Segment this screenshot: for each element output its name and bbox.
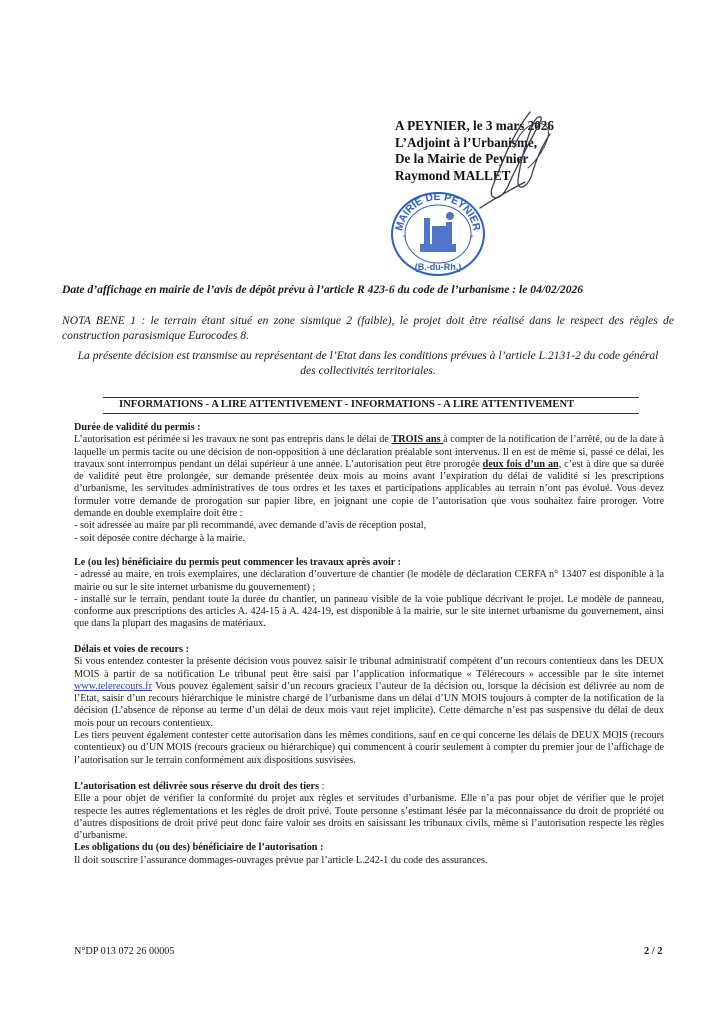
svg-text:*: * xyxy=(403,234,407,242)
section-heading: Durée de validité du permis : xyxy=(74,422,201,433)
place-date: A PEYNIER, le 3 mars 2026 xyxy=(395,118,554,133)
list-item: - soit adressée au maire par pli recommandé, avec demande d’avis de réception postal, xyxy=(74,520,427,532)
date-affichage-notice: Date d’affichage en mairie de l’avis de dépôt prévu à l’article R 423-6 du code de l’urbanisme : le 04/02/2026 xyxy=(62,283,584,296)
section-commencer-travaux xyxy=(74,557,664,631)
svg-text:MAIRIE DE PEYNIER: MAIRIE DE PEYNIER xyxy=(393,190,483,232)
signatory-institution: De la Mairie de Peynier xyxy=(395,151,529,166)
transmission-line-1: La présente décision est transmise au représentant de l’Etat dans les conditions prévues à l’article L.2131-2 du code général xyxy=(77,349,659,362)
section-paragraph xyxy=(74,434,664,520)
section-heading-row xyxy=(74,781,664,793)
information-banner: INFORMATIONS - A LIRE ATTENTIVEMENT - INFORMATIONS - A LIRE ATTENTIVEMENT xyxy=(103,397,639,414)
transmission-notice xyxy=(62,349,674,378)
section-paragraph xyxy=(74,656,664,730)
telerecours-link[interactable]: www.telerecours.fr xyxy=(74,680,152,692)
mairie-stamp-icon xyxy=(388,188,488,276)
text-run: à compter de la notification de l’arrêté, ou de la date à laquelle un permis tacite ou une décision de non-opposition à une déclaration préalable sont intervenus. Il en est de même si, passé ce délai, les travaux sont interrompus pendant un délai supérieur à une année. L’autorisation peut être prorogée xyxy=(74,434,664,470)
section-heading: Délais et voies de recours : xyxy=(74,644,189,655)
transmission-line-2: des collectivités territoriales. xyxy=(300,363,436,377)
dossier-reference: N°DP 013 072 26 00005 xyxy=(74,946,175,957)
section-heading: Le (ou les) bénéficiaire du permis peut commencer les travaux après avoir : xyxy=(74,557,402,568)
section-heading: Les obligations du (ou des) bénéficiaire de l’autorisation : xyxy=(74,842,324,854)
section-paragraph: Les tiers peuvent également contester cette autorisation dans les mêmes conditions, sauf en ce qui concerne les délais de DEUX MOIS (recours contentieux) ou d’UN MOIS (recours gracieux ou hiérarchique) qui commencent à courir seulement à compter du premier jour de l’affichage de l’autorisation sur le terrain conformément aux dispositions susvisées. xyxy=(74,730,664,766)
signatory-name: Raymond MALLET xyxy=(395,167,511,183)
section-paragraph: Il doit souscrire l’assurance dommages-ouvrages prévue par l’article L.242-1 du code des assurances. xyxy=(74,854,488,866)
section-validite xyxy=(74,422,664,545)
emphasis-deux-fois: deux fois d’un an xyxy=(482,458,559,470)
section-droit-des-tiers xyxy=(74,781,664,867)
svg-text:*: * xyxy=(470,234,474,242)
emphasis-trois-ans: TROIS ans xyxy=(391,434,444,446)
text-run: Vous pouvez également saisir d’un recours gracieux l’auteur de la décision ou, lorsque la décision est délivrée au nom de l’Etat, saisir d’un recours hiérarchique le ministre chargé de l’urbanisme dans un délai d’UN MOIS toujours à compter de la notification de la décision (L’absence de réponse au terme d’un délai de deux mois vaut rejet implicite). Cette démarche n’est pas suspensive du délai de deux mois pour un recours contentieux. xyxy=(74,680,664,729)
page-number: 2 / 2 xyxy=(644,946,663,957)
text-run: L’autorisation est périmée si les travaux ne sont pas entrepris dans le délai de xyxy=(74,434,392,446)
text-run: Si vous entendez contester la présente décision vous pouvez saisir le tribunal administratif compétent d’un recours contentieux dans les DEUX MOIS à partir de sa notification Le tribunal peut être saisi par l’application informatique « Télérecours » accessible par le site internet xyxy=(74,656,664,680)
section-heading: L’autorisation est délivrée sous réserve du droit des tiers xyxy=(74,781,320,792)
list-item: - adressé au maire, en trois exemplaires, une déclaration d’ouverture de chantier (le modèle de déclaration CERFA n° 13407 est disponible à la mairie ou sur le site internet urbanisme du gouvernement) ; xyxy=(74,569,664,593)
text-run: : xyxy=(319,781,325,792)
section-paragraph: Elle a pour objet de vérifier la conformité du projet aux règles et servitudes d’urbanisme. Elle n’a pas pour objet de vérifier que le projet respecte les autres réglementations et les règles de droit privé. Toute personne s’estimant lésée par la méconnaissance du droit de propriété ou d’autres dispositions de droit privé peut donc faire valoir ses droits en saisissant les tribunaux civils, même si l’autorisation respecte les règles d’urbanisme. xyxy=(74,793,664,842)
list-item: - soit déposée contre décharge à la mairie. xyxy=(74,532,246,544)
nota-bene-notice: NOTA BENE 1 : le terrain étant situé en zone sismique 2 (faible), le projet doit être réalisé dans le respect des règles de construction parasismique Eurocodes 8. xyxy=(62,314,674,342)
signatory-role: L’Adjoint à l’Urbanisme, xyxy=(395,134,538,150)
list-item: - installé sur le terrain, pendant toute la durée du chantier, un panneau visible de la voie publique décrivant le projet. Le modèle de panneau, conforme aux prescriptions des articles A. 424-15 à A. 424-19, est disponible à la mairie, sur le site internet urbanisme du gouvernement, ainsi que dans la plupart des magasins de matériaux. xyxy=(74,593,664,630)
svg-text:(B.-du-Rh.): (B.-du-Rh.) xyxy=(414,262,462,272)
section-recours xyxy=(74,644,664,767)
text-run: , c’est à dire que sa durée de validité peut être prolongée, sur demande présentée deux mois au moins avant l’expiration du délai de validité si les prescriptions d’urbanisme, les servitudes administratives de tous ordres et les taxes et participations applicables au terrain n’ont pas évolué. Vous devez formuler votre demande de prorogation sur papier libre, en joignant une copie de l’autorisation que vous souhaitez faire proroger. Votre demande en double exemplaire doit être : xyxy=(74,458,664,520)
